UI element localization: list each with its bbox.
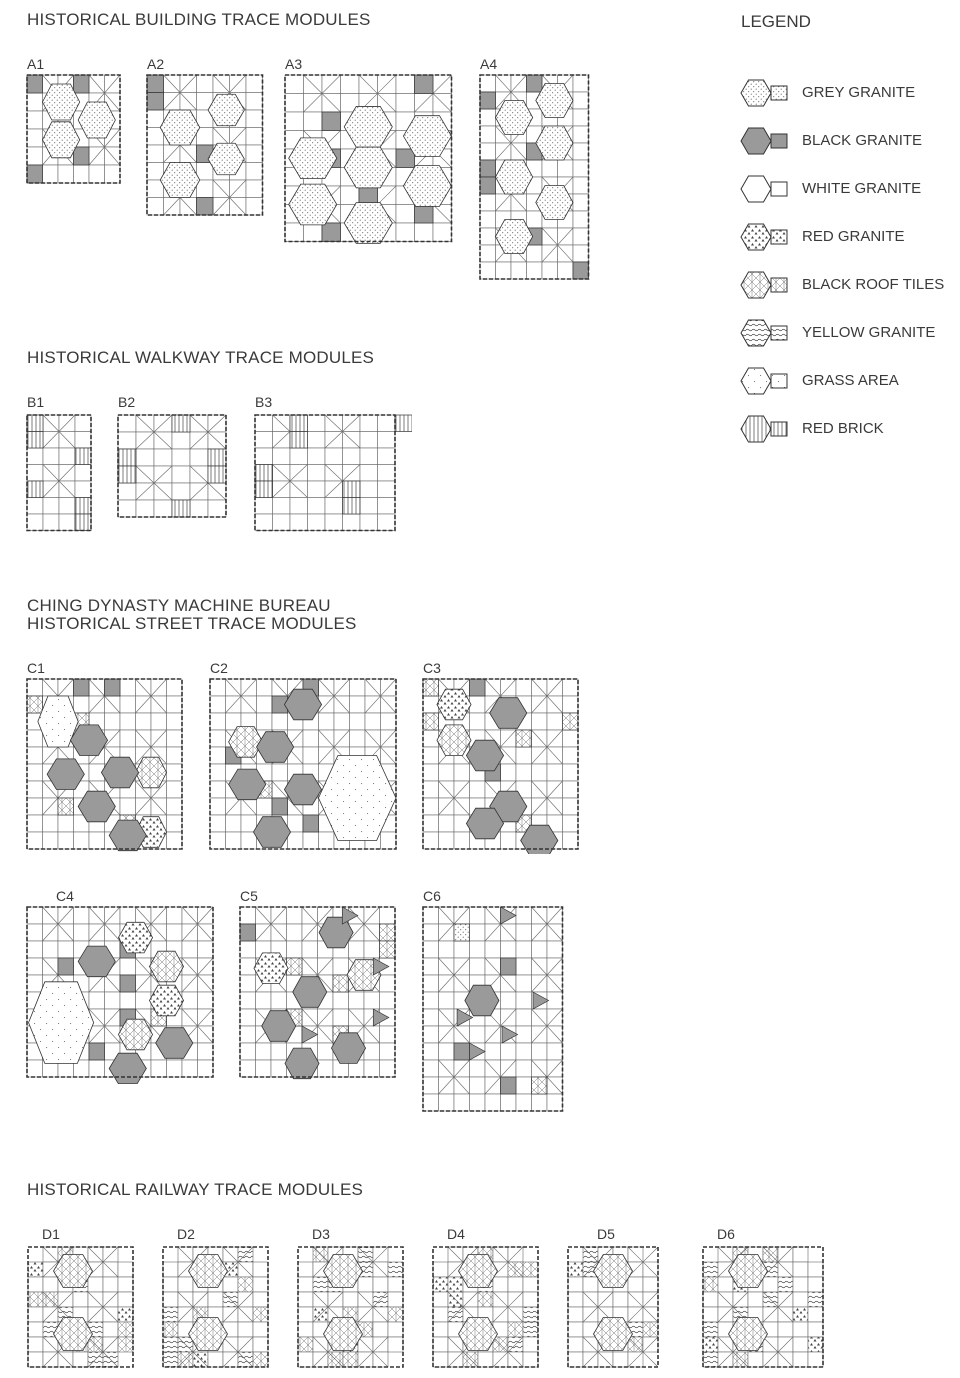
- module-label-c4: C4: [56, 888, 74, 904]
- module-c3-drawing: [422, 678, 580, 854]
- legend-item-red-granite: [740, 222, 955, 252]
- module-d2-drawing: [161, 1245, 271, 1370]
- module-label-c5: C5: [240, 888, 258, 904]
- module-label-c1: C1: [27, 660, 45, 676]
- legend-item-white-granite: [740, 174, 955, 204]
- module-label-d3: D3: [312, 1226, 330, 1242]
- module-label-b2: B2: [118, 394, 136, 410]
- module-c4-drawing: [26, 906, 216, 1084]
- legend-label: BLACK GRANITE: [802, 132, 923, 149]
- black-roof-tiles-swatch-icon: [740, 270, 790, 300]
- red-brick-swatch-icon: [740, 414, 790, 444]
- legend-item-yellow-granite: [740, 318, 955, 348]
- legend-label: YELLOW GRANITE: [802, 324, 936, 341]
- module-c6-drawing: [422, 906, 564, 1116]
- module-a1-drawing: [26, 74, 122, 186]
- legend-label: GRASS AREA: [802, 372, 899, 389]
- module-d4-drawing: [431, 1245, 546, 1370]
- legend-item-black-granite: [740, 126, 955, 156]
- legend-label: RED BRICK: [802, 420, 884, 437]
- legend-label: WHITE GRANITE: [802, 180, 922, 197]
- module-d3-drawing: [296, 1245, 411, 1370]
- legend-title: LEGEND: [741, 12, 811, 31]
- module-label-d2: D2: [177, 1226, 195, 1242]
- grass-area-swatch-icon: [740, 366, 790, 396]
- module-label-a1: A1: [27, 56, 45, 72]
- module-label-c2: C2: [210, 660, 228, 676]
- module-c2-drawing: [209, 678, 397, 854]
- module-label-d5: D5: [597, 1226, 615, 1242]
- module-label-a3: A3: [285, 56, 303, 72]
- module-b2-drawing: [117, 414, 229, 518]
- module-label-b1: B1: [27, 394, 45, 410]
- grey-granite-swatch-icon: [740, 78, 790, 108]
- legend-label: BLACK ROOF TILES: [802, 276, 945, 293]
- module-label-d4: D4: [447, 1226, 465, 1242]
- module-label-c6: C6: [423, 888, 441, 904]
- module-label-a2: A2: [147, 56, 165, 72]
- module-a3-drawing: [284, 74, 454, 246]
- module-a4-drawing: [479, 74, 591, 284]
- street-section-title-line1: CHING DYNASTY MACHINE BUREAU: [27, 596, 331, 615]
- module-b1-drawing: [26, 414, 92, 534]
- yellow-granite-swatch-icon: [740, 318, 790, 348]
- legend-item-grey-granite: [740, 78, 955, 108]
- white-granite-swatch-icon: [740, 174, 790, 204]
- module-c5-drawing: [239, 906, 397, 1084]
- legend-item-red-brick: [740, 414, 955, 444]
- walkway-section-title: HISTORICAL WALKWAY TRACE MODULES: [27, 348, 375, 367]
- module-d6-drawing: [701, 1245, 831, 1370]
- building-section-title: HISTORICAL BUILDING TRACE MODULES: [27, 10, 371, 29]
- legend-label: GREY GRANITE: [802, 84, 916, 101]
- module-label-d1: D1: [42, 1226, 60, 1242]
- module-label-c3: C3: [423, 660, 441, 676]
- module-label-d6: D6: [717, 1226, 735, 1242]
- legend-item-black-roof-tiles: [740, 270, 955, 300]
- module-a2-drawing: [146, 74, 264, 216]
- module-d1-drawing: [26, 1245, 136, 1370]
- module-label-b3: B3: [255, 394, 273, 410]
- railway-section-title: HISTORICAL RAILWAY TRACE MODULES: [27, 1180, 364, 1199]
- black-granite-swatch-icon: [740, 126, 790, 156]
- module-b3-drawing: [254, 414, 412, 534]
- street-section-title-line2: HISTORICAL STREET TRACE MODULES: [27, 614, 357, 633]
- module-label-a4: A4: [480, 56, 498, 72]
- module-d5-drawing: [566, 1245, 666, 1370]
- legend-item-grass-area: [740, 366, 955, 396]
- legend-label: RED GRANITE: [802, 228, 905, 245]
- module-c1-drawing: [26, 678, 184, 854]
- red-granite-swatch-icon: [740, 222, 790, 252]
